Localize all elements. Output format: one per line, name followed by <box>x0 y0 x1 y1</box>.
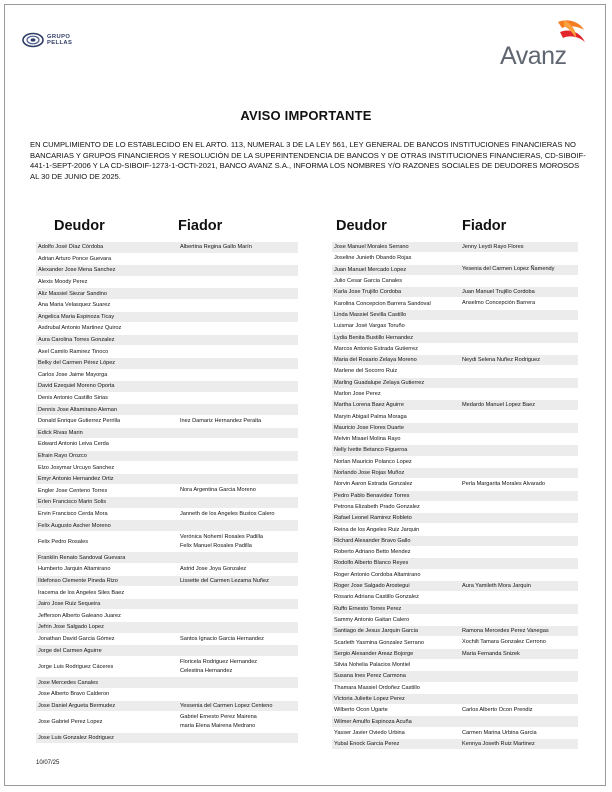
debtor-name: Maryin Abigail Palma Moraga <box>334 413 407 420</box>
guarantor-name: Albertina Regina Gallo Marín <box>180 244 252 250</box>
guarantor-name: Celestina Hernandez <box>180 667 233 674</box>
debtor-name: Lydia Benita Bustillo Hernandez <box>334 334 414 341</box>
table-row <box>332 276 578 287</box>
debtor-name: Sammy Antonio Gaitan Calero <box>334 616 410 623</box>
guarantor-name: Felix Manuel Rosales Padilla <box>180 542 252 549</box>
debtor-name: Felix Pedro Rosales <box>38 538 89 545</box>
debtor-name: Roger Antonio Cordoba Altamirano <box>334 571 421 578</box>
debtor-name: Jorge del Carmen Aguirre <box>38 647 102 654</box>
avanz-logo-text: Avanz <box>500 42 567 70</box>
debtor-name: Alexander Jose Mena Sanchez <box>38 267 116 274</box>
debtor-name: Aura Carolina Torres Gonzalez <box>38 337 115 344</box>
grupo-pellas-logo <box>22 30 75 50</box>
debtor-name: Wilberto Ocon Ugarte <box>334 707 388 714</box>
table-row <box>332 513 578 524</box>
debtor-name: Iracema de los Angeles Siles Baez <box>38 589 125 596</box>
debtor-name: Susana Ines Perez Carmona <box>334 673 406 680</box>
table-row <box>332 265 578 276</box>
table-row <box>332 581 578 592</box>
table-row <box>332 411 578 422</box>
guarantor-name: Anselmo Concepción Barrera <box>462 300 536 307</box>
debtor-name: Denis Antonio Castillo Sirias <box>38 395 108 402</box>
guarantor-name: Xochilt Tamara Gonzalez Cerrono <box>462 639 546 646</box>
guarantor-name: Inez Damariz Hernandez Peralta <box>180 417 262 424</box>
guarantor-name: Perla Margarita Morales Alvarado <box>462 481 546 488</box>
guarantor-cell <box>460 729 578 738</box>
debtor-name: Richard Alexander Bravo Gallo <box>334 537 411 544</box>
debtor-name: Roberto Adriano Betto Mendez <box>334 549 411 556</box>
table-row <box>36 532 298 553</box>
guarantor-cell <box>460 299 578 308</box>
table-row <box>36 474 298 486</box>
table-row <box>332 604 578 615</box>
table-row <box>332 445 578 456</box>
table-row <box>332 649 578 660</box>
debtor-name: Jose Mercedes Canales <box>38 679 99 686</box>
table-row <box>36 622 298 634</box>
guarantor-cell <box>460 627 578 636</box>
guarantor-cell <box>460 706 578 715</box>
table-row <box>36 370 298 382</box>
debtor-name: Efrain Rayo Orozco <box>38 452 87 459</box>
table-row <box>36 439 298 451</box>
table-row <box>332 355 578 366</box>
debtor-name: Rafael Leonel Ramirez Robleto <box>334 515 412 522</box>
table-row <box>332 389 578 400</box>
table-row <box>332 570 578 581</box>
debtor-name: Rodolfo Alberto Blanco Reyes <box>334 560 409 567</box>
debtor-name: Ervin Francisco Cerda Mora <box>38 510 108 517</box>
guarantor-name: Yesenia del Carmen Lopez Ñamendy <box>462 266 555 273</box>
table-row <box>36 587 298 599</box>
table-row <box>36 451 298 463</box>
table-row <box>332 434 578 445</box>
table-row <box>332 683 578 694</box>
debtor-name: Wilmer Amulfo Espinoza Acuña <box>334 718 412 725</box>
table-row <box>36 312 298 324</box>
table-row <box>36 520 298 532</box>
table-row <box>332 332 578 343</box>
debtor-name: Asdrubal Antonio Martinez Quiroz <box>38 325 122 332</box>
guarantor-cell <box>460 650 578 659</box>
table-row <box>332 479 578 490</box>
guarantor-name: Janneth de los Angeles Bustos Calero <box>180 510 275 517</box>
debtor-name: Sergio Alexander Areaz Bojorge <box>334 650 414 657</box>
debtor-name: Karla Jose Trujillo Cordoba <box>334 289 402 296</box>
debtor-name: Dennis Jose Altamirano Aleman <box>38 406 117 413</box>
guarantor-name: Neydi Selena Nuñez Rodriguez <box>462 356 541 363</box>
table-row <box>332 671 578 682</box>
table-row <box>332 728 578 739</box>
grupo-pellas-emblem-icon <box>22 32 44 48</box>
table-row <box>332 536 578 547</box>
table-row <box>332 694 578 705</box>
debtor-name: Jairo Jose Ruiz Sequeira <box>38 601 101 608</box>
table-row <box>332 615 578 626</box>
guarantor-cell <box>460 638 578 647</box>
table-row <box>36 599 298 611</box>
guarantor-cell <box>178 565 298 574</box>
debtor-name: Ruffo Ernesto Torres Perez <box>334 605 402 612</box>
guarantor-name: Carmen Marina Urbina Garcia <box>462 729 537 736</box>
table-row <box>36 497 298 509</box>
debtor-name: Silvia Nohelia Palacios Montiel <box>334 662 411 669</box>
debtor-name: Reina de los Angeles Ruiz Jarquin <box>334 526 420 533</box>
debtor-name: Santiago de Jesus Jarquin Garcia <box>334 628 418 635</box>
debtor-name: Jose Alberto Bravo Calderon <box>38 691 110 698</box>
debtor-name: Jefferson Alberto Galeano Juarez <box>38 612 121 619</box>
left-guarantor-header: Fiador <box>178 218 223 234</box>
guarantor-cell <box>178 635 298 644</box>
table-row <box>36 323 298 335</box>
debtor-name: Roger Jose Salgado Arostegui <box>334 583 410 590</box>
debtor-name: Melvin Misael Molina Rayo <box>334 436 401 443</box>
debtor-name: Axel Camilo Ramirez Tinoco <box>38 348 109 355</box>
guarantor-cell <box>178 510 298 519</box>
debtor-name: Adrian Arturo Ponce Guevara <box>38 255 112 262</box>
table-row <box>332 423 578 434</box>
table-row <box>36 701 298 713</box>
debtor-name: Elzo Josymar Urcuyo Sanchez <box>38 464 115 471</box>
debtor-name: Mauricio Jose Flores Duarte <box>334 424 404 431</box>
debtor-name: Pedro Pablo Benavidez Torres <box>334 492 410 499</box>
debtor-name: Joseline Junieth Obando Rojas <box>334 255 412 262</box>
table-row <box>332 242 578 253</box>
table-row <box>332 716 578 727</box>
guarantor-name: Maria Fernanda Snizek <box>462 650 520 657</box>
debtor-name: Engler Jose Centeno Torres <box>38 487 108 494</box>
table-row <box>36 254 298 266</box>
guarantor-name: Nora Argentina Garcia Moreno <box>180 487 256 494</box>
table-row <box>36 358 298 370</box>
table-row <box>36 645 298 657</box>
debtor-name: Petrona Elizabeth Prado Gonzalez <box>334 503 420 510</box>
debtor-name: Erlen Francisco Marin Solis <box>38 499 107 506</box>
footer-date: 10/07/25 <box>36 760 60 766</box>
table-row <box>332 457 578 468</box>
debtor-name: Rosario Adriana Castillo Gonzalez <box>334 594 419 601</box>
table-row <box>36 677 298 689</box>
table-row <box>332 400 578 411</box>
guarantor-name: Jenny Leydi Rayo Flores <box>462 243 524 250</box>
table-row <box>332 491 578 502</box>
table-row <box>36 404 298 416</box>
table-row <box>36 485 298 497</box>
debtor-name: Norvin Aaron Estrada Gonzalez <box>334 481 413 488</box>
table-row <box>332 592 578 603</box>
debtor-name: Juan Manuel Mercado Lopez <box>334 266 407 273</box>
guarantor-cell <box>460 265 578 274</box>
debtor-table-right <box>332 242 578 750</box>
table-row <box>332 660 578 671</box>
debtor-name: Jose Luis Gonzalez Rodriguez <box>38 735 114 742</box>
debtor-name: Belky del Carmen Pérez López <box>38 360 116 367</box>
guarantor-cell <box>460 243 578 252</box>
guarantor-cell <box>460 401 578 410</box>
table-row <box>36 381 298 393</box>
guarantor-name: Yessenia del Carmen Lopez Centeno <box>180 702 273 709</box>
page-title: AVISO IMPORTANTE <box>240 108 372 123</box>
guarantor-cell <box>460 288 578 297</box>
debtor-name: Jefrin Jose Salgado Lopez <box>38 624 104 631</box>
debtor-name: Jose Daniel Argueta Bermudez <box>38 702 116 709</box>
debtor-name: David Ezequiel Moreno Oporta <box>38 383 115 390</box>
debtor-name: Felix Augusto Ascher Moreno <box>38 522 111 529</box>
guarantor-name: Juan Manuel Trujillo Cordoba <box>462 289 535 296</box>
table-row <box>36 657 298 678</box>
guarantor-cell <box>178 713 298 730</box>
left-debtor-header: Deudor <box>54 218 105 234</box>
table-row <box>332 378 578 389</box>
guarantor-name: Carlos Alberto Ocon Prendiz <box>462 707 533 714</box>
guarantor-name: Verónica Nohemí Rosales Padilla <box>180 534 264 541</box>
table-row <box>36 393 298 405</box>
debtor-name: Marcos Antonio Estrada Gutierrez <box>334 345 418 352</box>
guarantor-name: Ramona Mercedes Perez Vanegas <box>462 627 549 634</box>
table-row <box>36 265 298 277</box>
guarantor-cell <box>460 480 578 489</box>
table-row <box>332 739 578 750</box>
debtor-name: Scarleth Yasmina Gonzalez Serrano <box>334 639 424 646</box>
table-row <box>36 576 298 588</box>
table-row <box>332 502 578 513</box>
debtor-name: Nelly Ivette Betanco Figueroa <box>334 447 408 454</box>
guarantor-cell <box>460 740 578 749</box>
table-row <box>332 287 578 298</box>
table-row <box>332 637 578 648</box>
table-row <box>36 610 298 622</box>
table-row <box>36 634 298 646</box>
table-row <box>36 462 298 474</box>
table-row <box>36 689 298 701</box>
debtor-name: Edick Rivas Marin <box>38 429 83 436</box>
guarantor-cell <box>178 702 298 711</box>
debtor-name: Donald Enrique Gutierrez Perrilla <box>38 418 121 425</box>
guarantor-cell <box>178 486 298 495</box>
table-row <box>332 558 578 569</box>
table-row <box>332 366 578 377</box>
table-row <box>332 310 578 321</box>
guarantor-name: maria Elena Mairena Medrano <box>180 722 256 729</box>
debtor-name: Jose Manuel Morales Serrano <box>334 244 409 251</box>
table-row <box>36 346 298 358</box>
debtor-name: Marlon Jose Perez <box>334 391 381 397</box>
guarantor-name: Floricela Rodriguez Hernandez <box>180 659 258 665</box>
right-debtor-header: Deudor <box>336 218 387 234</box>
debtor-name: Jose Gabriel Perez Lopez <box>38 718 103 725</box>
debtor-name: Martha Lorena Baez Aguirre <box>334 402 404 409</box>
guarantor-name: Astrid Jose Joya Gonzalez <box>180 566 247 573</box>
table-row <box>36 288 298 300</box>
table-row <box>36 428 298 440</box>
table-row <box>36 335 298 347</box>
guarantor-name: Aura Yamileth Mora Jarquin <box>462 582 531 589</box>
table-row <box>36 552 298 564</box>
guarantor-cell <box>178 243 298 252</box>
table-row <box>332 253 578 264</box>
guarantor-cell <box>178 658 298 675</box>
guarantor-name: Santos Ignacio Garcia Hernandez <box>180 635 264 642</box>
debtor-name: Ana Maria Velasquez Suarez <box>38 302 111 309</box>
table-row <box>332 298 578 309</box>
debtor-name: Franklin Renato Sandoval Guevara <box>38 554 126 561</box>
avanz-logo <box>496 16 592 72</box>
debtor-name: Aliz Massiel Siezar Sandino <box>38 290 108 297</box>
guarantor-cell <box>460 356 578 365</box>
table-row <box>332 468 578 479</box>
debtor-name: Victoria Juliette Lopez Perez <box>334 696 405 703</box>
guarantor-cell <box>178 577 298 586</box>
table-row <box>332 524 578 535</box>
debtor-name: Marling Guadalupe Zelaya Gutierrez <box>334 379 425 386</box>
table-row <box>36 300 298 312</box>
guarantor-cell <box>460 582 578 591</box>
debtor-name: Luismar José Vargas Toruño <box>334 323 405 330</box>
guarantor-cell <box>178 417 298 426</box>
table-row <box>332 321 578 332</box>
table-row <box>36 277 298 289</box>
debtor-name: Yubal Enock Garcia Perez <box>334 741 400 748</box>
grupo-pellas-logo-text: GRUPO PELLAS <box>47 33 73 46</box>
debtor-name: Thamara Massiel Ordoñez Castillo <box>334 684 420 691</box>
guarantor-name: Medardo Manuel Lopez Baez <box>462 402 536 408</box>
debtor-name: Jonathan David Garcia Gómez <box>38 635 115 642</box>
debtor-name: Angelica Maria Espinoza Ticay <box>38 313 115 320</box>
debtor-name: Adolfo José Díaz Córdoba <box>38 244 104 251</box>
debtor-name: Ildefonso Clemente Pineda Rizo <box>38 577 118 584</box>
guarantor-name: Kennya Joseth Ruiz Martinez <box>462 740 535 747</box>
debtor-name: Carlos Jose Jaime Mayorga <box>38 371 108 378</box>
guarantor-cell <box>178 533 298 550</box>
debtor-name: Marlene del Socorro Ruiz <box>334 368 398 375</box>
table-row <box>332 344 578 355</box>
legal-notice: EN CUMPLIMIENTO DE LO ESTABLECIDO EN EL ARTO. 113, NUMERAL 3 DE LA LEY 561, LEY GENERAL DE BANCOS INSTITUCIONES FINANCIERAS NO BANCARIAS Y GRUPOS FINANCIEROS Y RESOLUCIÓN DE LA SUPERINTENDENCIA DE BANCOS Y DE OTRAS INSTITUCIONES FINANCIERAS, CD-SIBOIF-441-1-SEPT-2006 Y LA CD-SIBOIF-1273-1-OCTI-2021, BANCO AVANZ S.A., INFORMA LOS NOMBRES Y/O RAZONES SOCIALES DE DEUDORES MOROSOS AL 30 DE JUNIO DE 2025. <box>30 140 586 181</box>
debtor-name: Maria del Rosario Zelaya Moreno <box>334 357 417 364</box>
table-row <box>36 416 298 428</box>
table-row <box>332 626 578 637</box>
debtor-name: Emyr Antonio Hernandez Ortiz <box>38 476 114 483</box>
debtor-name: Linda Massiel Sevilla Castillo <box>334 311 407 318</box>
right-guarantor-header: Fiador <box>462 218 507 234</box>
debtor-table-left <box>36 242 298 744</box>
table-row <box>332 705 578 716</box>
guarantor-name: Lissette del Carmen Lezama Nuñez <box>180 577 269 584</box>
debtor-name: Alexis Moody Perez <box>38 279 88 286</box>
debtor-name: Julio Cesar Garcia Canales <box>334 278 403 285</box>
debtor-name: Norlando Jose Rojas Muñoz <box>334 470 405 477</box>
table-row <box>332 547 578 558</box>
table-row <box>36 509 298 521</box>
debtor-name: Humberto Jarquin Altamirano <box>38 566 111 573</box>
guarantor-name: Gabriel Ernesto Perez Mairena <box>180 714 257 721</box>
debtor-name: Jorge Luis Rodriguez Cáceres <box>38 663 114 670</box>
debtor-name: Edward Antonio Leiva Cerda <box>38 441 109 448</box>
debtor-name: Yasser Javier Oviedo Urbina <box>334 729 405 736</box>
table-row <box>36 242 298 254</box>
table-row <box>36 712 298 733</box>
debtor-name: Karolina Concepcion Barrera Sandoval <box>334 300 431 307</box>
debtor-name: Norlan Mauricio Polanco Lopez <box>334 458 412 465</box>
table-row <box>36 733 298 745</box>
table-row <box>36 564 298 576</box>
